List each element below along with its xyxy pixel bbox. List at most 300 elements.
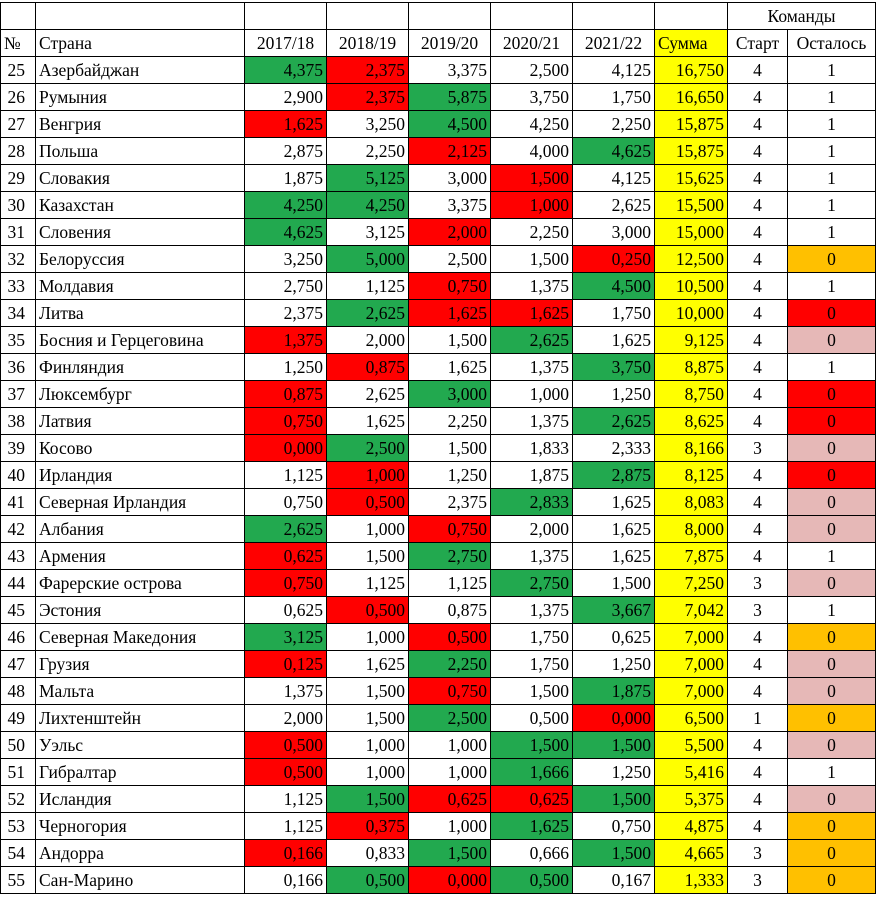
season-coefficient: 2,500: [327, 435, 409, 462]
season-coefficient: 2,625: [491, 327, 573, 354]
season-coefficient: 2,500: [409, 705, 491, 732]
header-blank-cell: [409, 3, 491, 30]
season-coefficient: 1,625: [327, 651, 409, 678]
table-row: [1, 624, 876, 651]
season-coefficient: 0,750: [409, 516, 491, 543]
season-coefficient: 1,000: [327, 732, 409, 759]
teams-left: 1: [788, 138, 876, 165]
season-coefficient: 4,500: [573, 273, 655, 300]
country-name: Мальта: [36, 678, 245, 705]
season-coefficient: 2,900: [245, 84, 327, 111]
teams-left: 0: [788, 246, 876, 273]
header-season: 2020/21: [491, 30, 573, 57]
season-coefficient: 1,000: [409, 759, 491, 786]
season-coefficient: 1,250: [245, 354, 327, 381]
season-coefficient: 3,250: [245, 246, 327, 273]
row-number: 46: [1, 624, 36, 651]
season-coefficient: 1,375: [491, 408, 573, 435]
row-number: 44: [1, 570, 36, 597]
row-number: 31: [1, 219, 36, 246]
season-coefficient: 4,625: [573, 138, 655, 165]
teams-left: 0: [788, 435, 876, 462]
header-left: Осталось: [788, 30, 876, 57]
season-coefficient: 2,000: [491, 516, 573, 543]
season-coefficient: 1,500: [573, 786, 655, 813]
table-row: [1, 300, 876, 327]
season-coefficient: 3,250: [327, 111, 409, 138]
row-number: 51: [1, 759, 36, 786]
sum-value: 5,500: [655, 732, 728, 759]
season-coefficient: 1,500: [491, 732, 573, 759]
table-row: [1, 435, 876, 462]
header-season: 2018/19: [327, 30, 409, 57]
teams-left: 0: [788, 381, 876, 408]
season-coefficient: 2,000: [245, 705, 327, 732]
season-coefficient: 2,250: [327, 138, 409, 165]
country-name: Албания: [36, 516, 245, 543]
season-coefficient: 2,500: [491, 57, 573, 84]
season-coefficient: 2,625: [573, 192, 655, 219]
season-coefficient: 0,750: [245, 570, 327, 597]
season-coefficient: 1,500: [573, 570, 655, 597]
row-number: 30: [1, 192, 36, 219]
table-row: [1, 867, 876, 894]
row-number: 26: [1, 84, 36, 111]
country-name: Молдавия: [36, 273, 245, 300]
season-coefficient: 0,500: [245, 732, 327, 759]
season-coefficient: 4,375: [245, 57, 327, 84]
teams-start: 4: [728, 678, 788, 705]
teams-start: 4: [728, 165, 788, 192]
season-coefficient: 0,000: [245, 435, 327, 462]
season-coefficient: 1,250: [573, 651, 655, 678]
teams-start: 4: [728, 462, 788, 489]
season-coefficient: 1,833: [491, 435, 573, 462]
sum-value: 8,166: [655, 435, 728, 462]
season-coefficient: 2,250: [409, 651, 491, 678]
teams-left: 0: [788, 678, 876, 705]
season-coefficient: 1,500: [409, 435, 491, 462]
season-coefficient: 0,500: [409, 624, 491, 651]
season-coefficient: 1,750: [491, 624, 573, 651]
table-row: [1, 246, 876, 273]
season-coefficient: 3,375: [409, 192, 491, 219]
row-number: 54: [1, 840, 36, 867]
row-number: 37: [1, 381, 36, 408]
row-number: 53: [1, 813, 36, 840]
season-coefficient: 2,375: [409, 489, 491, 516]
country-name: Словения: [36, 219, 245, 246]
teams-start: 3: [728, 570, 788, 597]
sum-value: 10,000: [655, 300, 728, 327]
table-row: [1, 759, 876, 786]
teams-start: 3: [728, 597, 788, 624]
season-coefficient: 1,000: [327, 624, 409, 651]
row-number: 47: [1, 651, 36, 678]
season-coefficient: 1,375: [491, 273, 573, 300]
row-number: 49: [1, 705, 36, 732]
teams-left: 0: [788, 786, 876, 813]
season-coefficient: 0,750: [245, 408, 327, 435]
table-row: [1, 84, 876, 111]
country-name: Грузия: [36, 651, 245, 678]
row-number: 36: [1, 354, 36, 381]
country-name: Уэльс: [36, 732, 245, 759]
teams-start: 4: [728, 732, 788, 759]
sum-value: 8,875: [655, 354, 728, 381]
season-coefficient: 2,000: [409, 219, 491, 246]
country-name: Ирландия: [36, 462, 245, 489]
table-row: [1, 273, 876, 300]
season-coefficient: 2,250: [491, 219, 573, 246]
sum-value: 7,000: [655, 678, 728, 705]
teams-start: 3: [728, 867, 788, 894]
table-row: [1, 462, 876, 489]
season-coefficient: 0,167: [573, 867, 655, 894]
season-coefficient: 1,500: [573, 840, 655, 867]
teams-left: 0: [788, 840, 876, 867]
header-blank-cell: [36, 3, 245, 30]
teams-start: 1: [728, 705, 788, 732]
header-sum: Сумма: [655, 30, 728, 57]
season-coefficient: 0,375: [327, 813, 409, 840]
country-name: Андорра: [36, 840, 245, 867]
teams-left: 1: [788, 219, 876, 246]
sum-value: 7,000: [655, 624, 728, 651]
season-coefficient: 0,166: [245, 867, 327, 894]
season-coefficient: 3,000: [573, 219, 655, 246]
table-row: [1, 138, 876, 165]
season-coefficient: 1,500: [491, 165, 573, 192]
header-blank-cell: [1, 3, 36, 30]
season-coefficient: 1,500: [409, 327, 491, 354]
row-number: 29: [1, 165, 36, 192]
country-name: Польша: [36, 138, 245, 165]
season-coefficient: 1,125: [409, 570, 491, 597]
sum-value: 8,083: [655, 489, 728, 516]
season-coefficient: 5,125: [327, 165, 409, 192]
header-num: №: [1, 30, 36, 57]
header-season: 2019/20: [409, 30, 491, 57]
teams-start: 4: [728, 57, 788, 84]
season-coefficient: 3,667: [573, 597, 655, 624]
season-coefficient: 1,375: [245, 678, 327, 705]
sum-value: 15,875: [655, 138, 728, 165]
season-coefficient: 1,125: [245, 462, 327, 489]
season-coefficient: 0,750: [245, 489, 327, 516]
season-coefficient: 5,875: [409, 84, 491, 111]
row-number: 50: [1, 732, 36, 759]
season-coefficient: 0,625: [245, 597, 327, 624]
teams-start: 4: [728, 300, 788, 327]
teams-left: 0: [788, 570, 876, 597]
season-coefficient: 0,500: [491, 705, 573, 732]
teams-start: 3: [728, 435, 788, 462]
season-coefficient: 1,625: [491, 813, 573, 840]
table-row: [1, 327, 876, 354]
table-row: [1, 192, 876, 219]
season-coefficient: 1,125: [245, 813, 327, 840]
season-coefficient: 2,875: [245, 138, 327, 165]
teams-left: 1: [788, 192, 876, 219]
row-number: 40: [1, 462, 36, 489]
header-start: Старт: [728, 30, 788, 57]
table-row: [1, 678, 876, 705]
row-number: 55: [1, 867, 36, 894]
header-teams-group: Команды: [728, 3, 876, 30]
header-season: 2017/18: [245, 30, 327, 57]
teams-left: 0: [788, 813, 876, 840]
sum-value: 7,875: [655, 543, 728, 570]
row-number: 32: [1, 246, 36, 273]
teams-start: 4: [728, 408, 788, 435]
sum-value: 15,875: [655, 111, 728, 138]
header-blank-cell: [327, 3, 409, 30]
season-coefficient: 1,000: [327, 759, 409, 786]
season-coefficient: 0,625: [409, 786, 491, 813]
table-row: [1, 354, 876, 381]
teams-start: 4: [728, 786, 788, 813]
season-coefficient: 1,000: [327, 516, 409, 543]
season-coefficient: 1,125: [245, 786, 327, 813]
season-coefficient: 1,625: [409, 354, 491, 381]
table-row: [1, 57, 876, 84]
sum-value: 4,875: [655, 813, 728, 840]
table-row: [1, 543, 876, 570]
teams-start: 3: [728, 840, 788, 867]
season-coefficient: 4,500: [409, 111, 491, 138]
teams-left: 1: [788, 84, 876, 111]
sum-value: 4,665: [655, 840, 728, 867]
teams-left: 0: [788, 732, 876, 759]
season-coefficient: 3,750: [573, 354, 655, 381]
season-coefficient: 1,500: [327, 786, 409, 813]
season-coefficient: 0,875: [327, 354, 409, 381]
teams-left: 1: [788, 759, 876, 786]
season-coefficient: 1,625: [327, 408, 409, 435]
teams-left: 1: [788, 111, 876, 138]
row-number: 42: [1, 516, 36, 543]
season-coefficient: 2,375: [245, 300, 327, 327]
season-coefficient: 1,625: [245, 111, 327, 138]
teams-left: 0: [788, 489, 876, 516]
season-coefficient: 1,500: [491, 246, 573, 273]
season-coefficient: 1,375: [491, 543, 573, 570]
row-number: 52: [1, 786, 36, 813]
country-name: Фарерские острова: [36, 570, 245, 597]
season-coefficient: 0,625: [245, 543, 327, 570]
season-coefficient: 1,000: [491, 192, 573, 219]
header-blank-cell: [573, 3, 655, 30]
season-coefficient: 1,875: [491, 462, 573, 489]
sum-value: 16,750: [655, 57, 728, 84]
sum-value: 6,500: [655, 705, 728, 732]
season-coefficient: 1,000: [409, 813, 491, 840]
teams-start: 4: [728, 246, 788, 273]
table-row: [1, 651, 876, 678]
country-name: Словакия: [36, 165, 245, 192]
season-coefficient: 1,625: [573, 543, 655, 570]
teams-left: 0: [788, 327, 876, 354]
table-row: [1, 570, 876, 597]
table-row: [1, 732, 876, 759]
teams-left: 0: [788, 705, 876, 732]
season-coefficient: 1,125: [327, 273, 409, 300]
season-coefficient: 2,625: [573, 408, 655, 435]
country-name: Казахстан: [36, 192, 245, 219]
season-coefficient: 1,000: [409, 732, 491, 759]
season-coefficient: 0,250: [573, 246, 655, 273]
country-name: Латвия: [36, 408, 245, 435]
season-coefficient: 2,375: [327, 84, 409, 111]
season-coefficient: 0,125: [245, 651, 327, 678]
country-name: Азербайджан: [36, 57, 245, 84]
season-coefficient: 0,500: [327, 489, 409, 516]
teams-start: 4: [728, 219, 788, 246]
teams-start: 4: [728, 273, 788, 300]
sum-value: 9,125: [655, 327, 728, 354]
season-coefficient: 4,000: [491, 138, 573, 165]
season-coefficient: 2,625: [245, 516, 327, 543]
header-group-row: [1, 3, 876, 30]
teams-start: 4: [728, 516, 788, 543]
country-name: Венгрия: [36, 111, 245, 138]
season-coefficient: 3,375: [409, 57, 491, 84]
country-name: Армения: [36, 543, 245, 570]
teams-start: 4: [728, 813, 788, 840]
row-number: 25: [1, 57, 36, 84]
header-row: [1, 30, 876, 57]
season-coefficient: 4,250: [491, 111, 573, 138]
country-name: Черногория: [36, 813, 245, 840]
country-name: Исландия: [36, 786, 245, 813]
season-coefficient: 2,250: [409, 408, 491, 435]
season-coefficient: 0,875: [245, 381, 327, 408]
header-country: Страна: [36, 30, 245, 57]
country-name: Люксембург: [36, 381, 245, 408]
sum-value: 7,250: [655, 570, 728, 597]
season-coefficient: 4,625: [245, 219, 327, 246]
season-coefficient: 3,000: [409, 381, 491, 408]
teams-start: 4: [728, 138, 788, 165]
season-coefficient: 1,750: [573, 84, 655, 111]
country-name: Белоруссия: [36, 246, 245, 273]
season-coefficient: 2,500: [409, 246, 491, 273]
teams-left: 0: [788, 651, 876, 678]
teams-start: 4: [728, 624, 788, 651]
teams-left: 1: [788, 165, 876, 192]
table-row: [1, 111, 876, 138]
row-number: 35: [1, 327, 36, 354]
season-coefficient: 2,125: [409, 138, 491, 165]
row-number: 33: [1, 273, 36, 300]
season-coefficient: 4,125: [573, 57, 655, 84]
season-coefficient: 1,500: [491, 678, 573, 705]
country-name: Сан-Марино: [36, 867, 245, 894]
season-coefficient: 0,750: [409, 273, 491, 300]
season-coefficient: 4,250: [245, 192, 327, 219]
row-number: 28: [1, 138, 36, 165]
season-coefficient: 1,500: [573, 732, 655, 759]
season-coefficient: 0,500: [245, 759, 327, 786]
teams-start: 4: [728, 111, 788, 138]
season-coefficient: 0,500: [491, 867, 573, 894]
teams-start: 4: [728, 543, 788, 570]
teams-start: 4: [728, 381, 788, 408]
header-blank-cell: [655, 3, 728, 30]
teams-start: 4: [728, 489, 788, 516]
season-coefficient: 1,875: [573, 678, 655, 705]
teams-start: 4: [728, 759, 788, 786]
sum-value: 10,500: [655, 273, 728, 300]
sum-value: 15,500: [655, 192, 728, 219]
season-coefficient: 1,625: [491, 300, 573, 327]
season-coefficient: 0,625: [491, 786, 573, 813]
season-coefficient: 2,750: [409, 543, 491, 570]
teams-left: 0: [788, 867, 876, 894]
season-coefficient: 1,625: [409, 300, 491, 327]
season-coefficient: 2,250: [573, 111, 655, 138]
sum-value: 7,000: [655, 651, 728, 678]
season-coefficient: 0,625: [573, 624, 655, 651]
season-coefficient: 2,625: [327, 381, 409, 408]
season-coefficient: 3,750: [491, 84, 573, 111]
country-name: Босния и Герцеговина: [36, 327, 245, 354]
country-name: Северная Ирландия: [36, 489, 245, 516]
season-coefficient: 5,000: [327, 246, 409, 273]
table-row: [1, 489, 876, 516]
row-number: 34: [1, 300, 36, 327]
season-coefficient: 2,333: [573, 435, 655, 462]
season-coefficient: 0,000: [573, 705, 655, 732]
table-row: [1, 705, 876, 732]
coefficients-table: [0, 2, 876, 894]
season-coefficient: 3,125: [327, 219, 409, 246]
teams-left: 1: [788, 57, 876, 84]
teams-left: 1: [788, 354, 876, 381]
teams-left: 0: [788, 408, 876, 435]
teams-left: 0: [788, 516, 876, 543]
season-coefficient: 2,875: [573, 462, 655, 489]
season-coefficient: 1,500: [409, 840, 491, 867]
season-coefficient: 2,375: [327, 57, 409, 84]
season-coefficient: 1,125: [327, 570, 409, 597]
season-coefficient: 1,375: [491, 597, 573, 624]
season-coefficient: 1,625: [573, 489, 655, 516]
sum-value: 12,500: [655, 246, 728, 273]
season-coefficient: 1,500: [327, 543, 409, 570]
season-coefficient: 0,833: [327, 840, 409, 867]
row-number: 45: [1, 597, 36, 624]
season-coefficient: 0,500: [327, 597, 409, 624]
country-name: Финляндия: [36, 354, 245, 381]
header-season: 2021/22: [573, 30, 655, 57]
season-coefficient: 1,625: [573, 516, 655, 543]
country-name: Румыния: [36, 84, 245, 111]
sum-value: 5,416: [655, 759, 728, 786]
teams-start: 4: [728, 651, 788, 678]
header-blank-cell: [491, 3, 573, 30]
table-row: [1, 786, 876, 813]
sum-value: 8,000: [655, 516, 728, 543]
season-coefficient: 1,500: [327, 705, 409, 732]
teams-start: 4: [728, 327, 788, 354]
season-coefficient: 1,250: [573, 381, 655, 408]
teams-left: 0: [788, 624, 876, 651]
table-row: [1, 597, 876, 624]
table-row: [1, 219, 876, 246]
table-row: [1, 165, 876, 192]
